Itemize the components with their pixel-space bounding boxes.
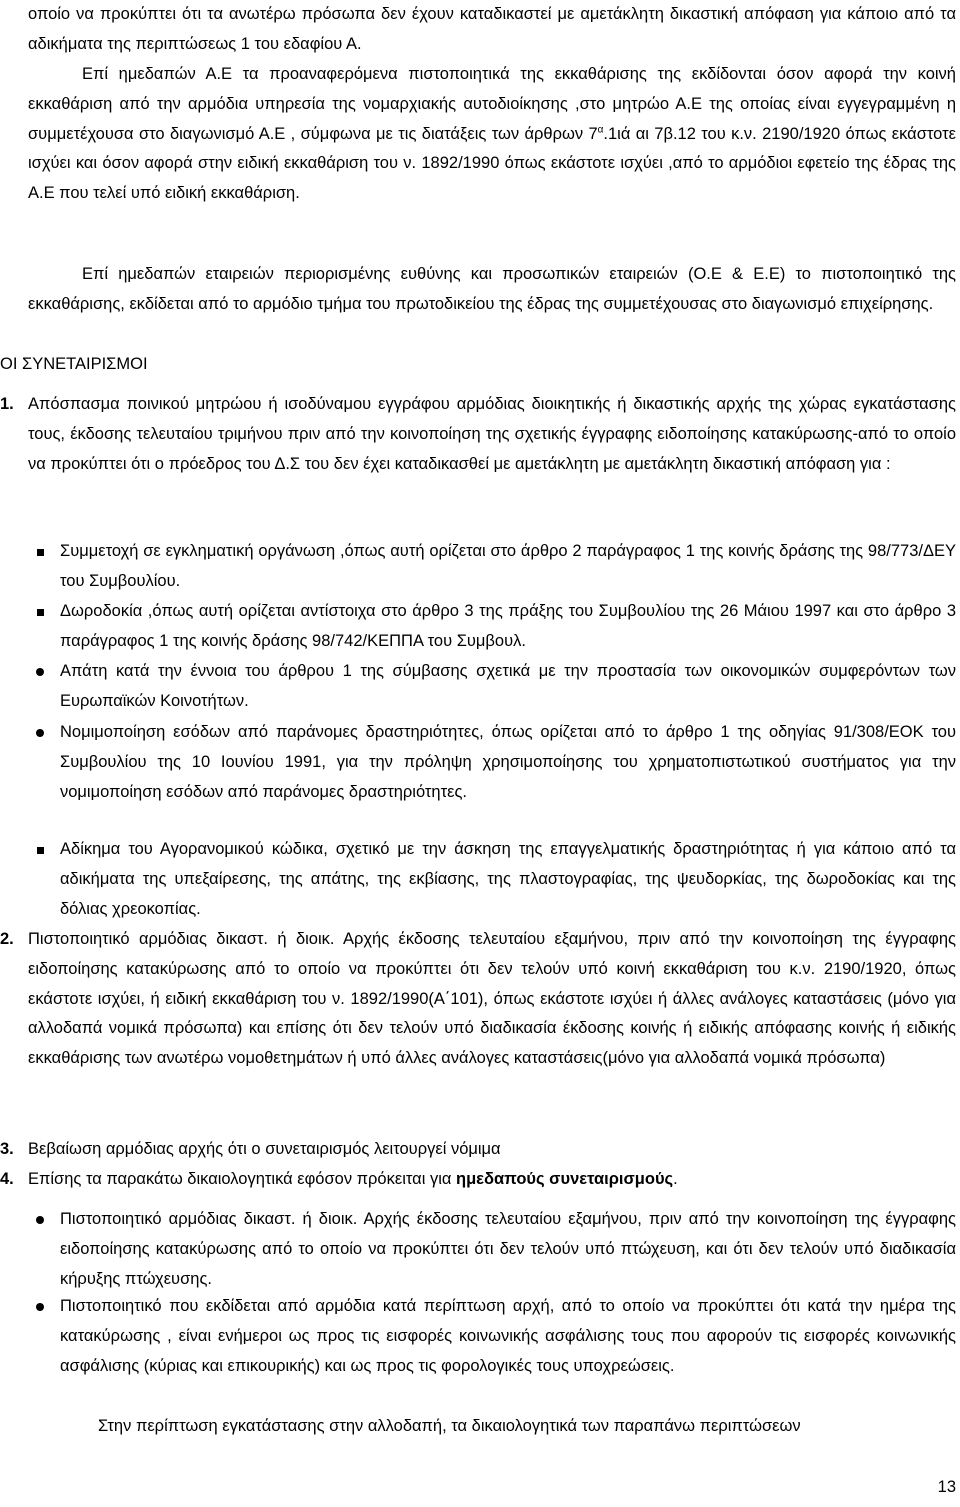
item-text: Πιστοποιητικό αρμόδιας δικαστ. ή διοικ. Αρχής έκδοσης τελευταίου εξαμήνου, πριν από την κοινοποίηση της έγγραφης ειδοποίησης κατακύρωσης από το οποίο να προκύπτει ότι δεν τελούν υπό κοινή εκκαθάριση του κ.ν. 2190/1920, όπως εκάστοτε ισχύει, ή ειδική εκκαθάριση του ν. 1892/1990(Α΄101), όπως εκάστοτε ισχύει ή άλλες ανάλογες καταστάσεις (μόνο για αλλοδαπά νομικά πρόσωπα) και επίσης ότι δεν τελούν υπό διαδικασία έκδοσης κοινής ή ειδικής απόφασης κοινής ή ειδικής εκκαθάρισης των ανωτέρω νομοθετημάτων ή υπό άλλες ανάλογες καταστάσεις(μόνο για αλλοδαπά νομικά πρόσωπα) [28, 930, 956, 1068]
bullet-item [28, 835, 956, 924]
bullet-text: Αδίκημα του Αγορανομικού κώδικα, σχετικό με την άσκηση της επαγγελματικής δραστηριότητας ή για κάποιο από τα αδικήματα της υπεξαίρεσης, της απάτης, της εκβίασης, της πλαστογραφίας, της ψευδορκίας, της δωροδοκίας και της δόλιας χρεοκοπίας. [60, 840, 956, 918]
item-text-part: Επίσης τα παρακάτω δικαιολογητικά εφόσον πρόκειται για [28, 1170, 456, 1188]
bullet-item [28, 718, 956, 807]
item-text-bold: ημεδαπούς συνεταιρισμούς [456, 1170, 674, 1188]
bullet-item [28, 1292, 956, 1381]
paragraph-text: Επί ημεδαπών Α.Ε τα προαναφερόμενα πιστοποιητικά της εκκαθάρισης της εκδίδονται όσον αφορά την κοινή εκκαθάριση από την αρμόδια υπηρεσία της νομαρχιακής αυτοδιοίκησης ,στο μητρώο Α.Ε της οποίας είναι εγγεγραμμένη η συμμετέχουσα στο διαγωνισμό Α.Ε , σύμφωνα με τις διατάξεις των άρθρων 7 [28, 65, 956, 143]
section-heading: ΟΙ ΣΥΝΕΤΑΙΡΙΣΜΟΙ [0, 355, 148, 373]
square-bullet-icon [28, 835, 52, 865]
round-bullet-icon [28, 718, 52, 748]
bullet-text: Πιστοποιητικό αρμόδιας δικαστ. ή διοικ. Αρχής έκδοσης τελευταίου εξαμήνου, πριν από την κοινοποίηση της έγγραφης ειδοποίησης κατακύρωσης από το οποίο να προκύπτει ότι δεν τελούν υπό πτώχευση, και ότι δεν τελούν υπό διαδικασία κήρυξης πτώχευσης. [60, 1210, 956, 1288]
paragraph-text: .1ιά αι 7β.12 του κ.ν. 2190/1920 όπως εκάστοτε ισχύει και όσον αφορά στην ειδική εκκαθάριση του ν. 1892/1990 όπως εκάστοτε ισχύει ,από το αρμόδιοι εφετείο της έδρας της Α.Ε που τελεί υπό ειδική εκκαθάριση. [28, 124, 956, 203]
bullet-text: Δωροδοκία ,όπως αυτή ορίζεται αντίστοιχα στο άρθρο 3 της πράξης του Συμβουλίου της 26 Μάιου 1997 και στο άρθρο 3 παράγραφος 1 της κοινής δράσης 98/742/ΚΕΠΠΑ του Συμβουλ. [60, 602, 956, 650]
closing-paragraph: Στην περίπτωση εγκατάστασης στην αλλοδαπή, τα δικαιολογητικά των παραπάνω περιπτώσεων [98, 1417, 801, 1435]
item-text [28, 1165, 956, 1195]
round-bullet-icon [28, 1205, 52, 1235]
item-text: Απόσπασμα ποινικού μητρώου ή ισοδύναμου εγγράφου αρμόδιας διοικητικής ή δικαστικής αρχής της χώρας εγκατάστασης τους, έκδοσης τελευταίου τριμήνου πριν από την κοινοποίηση της σχετικής έγγραφης ειδοποίησης κατακύρωσης-από το οποίο να προκύπτει ότι ο πρόεδρος του Δ.Σ του δεν έχει καταδικασθεί με αμετάκλητη με αμετάκλητη δικαστική απόφαση για : [28, 395, 956, 473]
paragraph-domestic-ltd-companies: Επί ημεδαπών εταιρειών περιορισμένης ευθύνης και προσωπικών εταιρειών (Ο.Ε & Ε.Ε) το πιστοποιητικό της εκκαθάρισης, εκδίδεται από το αρμόδιο τμήμα του πρωτοδικείου της έδρας της συμμετέχουσας στο διαγωνισμό επιχείρησης. [28, 265, 956, 313]
item-number: 2. [0, 930, 14, 948]
numbered-item-3 [0, 1135, 956, 1165]
bullet-item [28, 537, 956, 597]
bullet-text: Απάτη κατά την έννοια του άρθρου 1 της σύμβασης σχετικά με την προστασία των οικονομικών συμφερόντων των Ευρωπαϊκών Κοινοτήτων. [60, 662, 956, 710]
numbered-item-4 [0, 1165, 956, 1195]
paragraph-domestic-sa-liquidation [28, 60, 956, 209]
item-number: 3. [0, 1140, 14, 1158]
square-bullet-icon [28, 597, 52, 627]
item-text-part: . [673, 1170, 678, 1188]
bullet-item [28, 1205, 956, 1294]
item-number: 4. [0, 1170, 14, 1188]
numbered-item-2 [0, 925, 956, 1074]
bullet-text: Συμμετοχή σε εγκληματική οργάνωση ,όπως αυτή ορίζεται στο άρθρο 2 παράγραφος 1 της κοινής δράσης της 98/773/ΔΕΥ του Συμβουλίου. [60, 542, 956, 590]
bullet-text: Νομιμοποίηση εσόδων από παράνομες δραστηριότητες, όπως ορίζεται από το άρθρο 1 της οδηγίας 91/308/ΕΟΚ του Συμβουλίου της 10 Ιουνίου 1991, για την πρόληψη χρησιμοποίησης του χρηματοπιστωτικού συστήματος για την νομιμοποίηση εσόδων από παράνομες δραστηριότητες. [60, 723, 956, 801]
item-number: 1. [0, 395, 14, 413]
round-bullet-icon [28, 1292, 52, 1322]
bullet-item [28, 597, 956, 657]
round-bullet-icon [28, 657, 52, 687]
square-bullet-icon [28, 537, 52, 567]
numbered-item-1 [0, 390, 956, 479]
bullet-text: Πιστοποιητικό που εκδίδεται από αρμόδια κατά περίπτωση αρχή, από το οποίο να προκύπτει ότι κατά την ημέρα της κατακύρωσης , είναι ενήμεροι ως προς τις εισφορές κοινωνικής ασφάλισης τους που αφορούν τις εισφορές κοινωνικής ασφάλισης (κύριας και επικουρικής) και ως προς τις φορολογικές τους υποχρεώσεις. [60, 1297, 956, 1375]
paragraph-eligibility-intro: οποίο να προκύπτει ότι τα ανωτέρω πρόσωπα δεν έχουν καταδικαστεί με αμετάκλητη δικαστική απόφαση για κάποιο από τα αδικήματα της περιπτώσεως 1 του εδαφίου Α. [28, 5, 956, 53]
item-text: Βεβαίωση αρμόδιας αρχής ότι ο συνεταιρισμός λειτουργεί νόμιμα [28, 1140, 501, 1158]
bullet-item [28, 657, 956, 717]
superscript: α [597, 124, 604, 136]
page-number: 13 [937, 1478, 956, 1496]
